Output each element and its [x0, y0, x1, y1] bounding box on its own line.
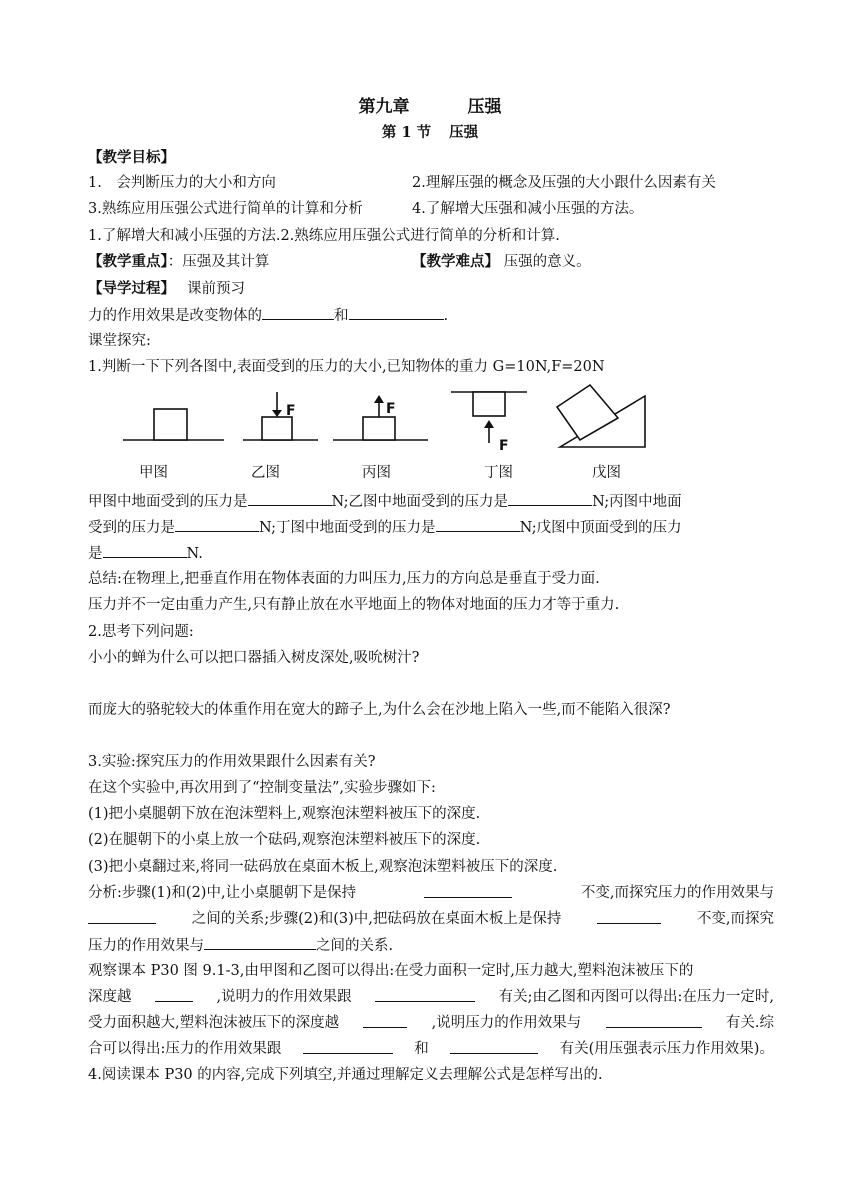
q1-text: 受到的压力是 [88, 520, 175, 536]
blank-input[interactable] [175, 517, 259, 532]
figure-yi [243, 392, 318, 440]
process-line [88, 279, 245, 299]
pressure-figures [0, 380, 860, 490]
q3-text: 之间的关系. [316, 938, 394, 954]
objective-3: 3.熟练应用压强公式进行简单的计算和分析 [88, 201, 363, 217]
section-title [0, 121, 860, 142]
q3-step-1: (1)把小桌腿朝下放在泡沫塑料上,观察泡沫塑料被压下的深度. [88, 806, 481, 822]
q3-text: 受力面积越大,塑料泡沫被压下的深度越 [88, 1015, 340, 1031]
q1-summary-1: 总结:在物理上,把垂直作用在物体表面的力叫压力,压力的方向总是垂直于受力面. [88, 571, 600, 587]
force-label-ding: F [499, 438, 509, 454]
q2-question-b: 而庞大的骆驼较大的体重作用在宽大的蹄子上,为什么会在沙地上陷入一些,而不能陷入很深? [88, 702, 671, 718]
q3-text: 之间的关系;步骤(2)和(3)中,把砝码放在桌面木板上是保持 [191, 911, 562, 927]
figure-label-ding: 丁图 [484, 465, 513, 481]
q3-text: 有关.综 [725, 1015, 774, 1031]
figure-wu [557, 385, 645, 447]
q3-text: 深度越 [88, 989, 132, 1005]
blank-input[interactable] [424, 883, 512, 898]
q3-text: 分析:步骤(1)和(2)中,让小桌腿朝下是保持 [88, 885, 357, 901]
objectives-summary: 1.了解增大和减小压强的方法.2.熟练应用压强公式进行简单的分析和计算. [88, 228, 560, 244]
key-points-label: 【教学重点】 [88, 253, 168, 270]
difficulty-line [412, 252, 591, 272]
blank-input[interactable] [606, 1013, 702, 1028]
preview-text-c: . [443, 308, 449, 324]
section-name: 压强 [449, 124, 479, 141]
q3-text: 合可以得出:压力的作用效果跟 [88, 1041, 282, 1057]
chapter-name: 压强 [467, 97, 502, 117]
figure-label-wu: 戊图 [592, 465, 621, 481]
objective-2: 2.理解压强的概念及压强的大小跟什么因素有关 [412, 175, 716, 191]
objectives-label: 【教学目标】 [88, 149, 175, 166]
chapter-number: 第九章 [358, 97, 410, 117]
q1-answer-line-1 [88, 491, 682, 512]
figure-jia [123, 409, 224, 440]
figure-label-yi: 乙图 [251, 465, 280, 481]
q3-text: 和 [414, 1041, 429, 1057]
section-number: 第 1 节 [381, 124, 432, 141]
q3-step-3: (3)把小桌翻过来,将同一砝码放在桌面木板上,观察泡沫塑料被压下的深度. [88, 859, 558, 875]
chapter-title [0, 92, 860, 117]
q3-observe-line-4 [88, 1039, 774, 1059]
q3-title: 3.实验:探究压力的作用效果跟什么因素有关? [88, 754, 376, 770]
objective-4: 4.了解增大压强和减小压强的方法。 [412, 201, 644, 217]
preview-text-a: 力的作用效果是改变物体的 [88, 308, 262, 324]
blank-input[interactable] [349, 305, 444, 320]
question-1-prompt: 1.判断一下下列各图中,表面受到的压力的大小,已知物体的重力 G=10N,F=20N [88, 359, 605, 375]
difficulty-value: 压强的意义。 [499, 254, 591, 270]
q1-answer-line-3 [88, 543, 203, 564]
blank-input[interactable] [262, 305, 334, 320]
blank-input[interactable] [450, 1039, 538, 1054]
blank-input[interactable] [248, 491, 332, 506]
q1-text: 是 [88, 546, 103, 562]
q3-text: ,说明力的作用效果跟 [216, 989, 352, 1005]
figure-bing [333, 395, 428, 440]
q2-question-a: 小小的蝉为什么可以把口器插入树皮深处,吸吮树汁? [88, 650, 420, 666]
q3-analysis-line-3 [88, 935, 393, 956]
figure-label-jia: 甲图 [139, 465, 168, 481]
preview-question [88, 305, 448, 326]
blank-input[interactable] [508, 491, 592, 506]
difficulty-label: 【教学难点】 [412, 253, 499, 270]
q3-text: 不变,而探究压力的作用效果与 [580, 885, 774, 901]
q1-text: N;丁图中地面受到的压力是 [259, 520, 436, 536]
blank-input[interactable] [88, 909, 156, 924]
blank-input[interactable] [303, 1039, 393, 1054]
q3-analysis-line-2 [88, 909, 774, 929]
q1-answer-line-2 [88, 517, 682, 538]
objective-1: 1. 会判断压力的大小和方向 [88, 175, 276, 191]
blank-input[interactable] [597, 909, 661, 924]
figure-label-bing: 丙图 [362, 465, 391, 481]
q3-observe-line-2 [88, 987, 774, 1007]
q3-observe-line-1: 观察课本 P30 图 9.1-3,由甲图和乙图可以得出:在受力面积一定时,压力越大,塑料泡沫被压下的 [88, 963, 694, 979]
blank-input[interactable] [103, 543, 187, 558]
key-points-line [88, 252, 269, 272]
class-explore-heading: 课堂探究: [88, 333, 151, 349]
q1-summary-2: 压力并不一定由重力产生,只有静止放在水平地面上的物体对地面的压力才等于重力. [88, 597, 620, 613]
q2-title: 2.思考下列问题: [88, 624, 194, 640]
blank-input[interactable] [204, 935, 316, 950]
q3-text: ,说明压力的作用效果与 [431, 1015, 582, 1031]
force-label-bing: F [386, 401, 396, 417]
q4-prompt: 4.阅读课本 P30 的内容,完成下列填空,并通过理解定义去理解公式是怎样写出的. [88, 1067, 603, 1083]
q3-intro: 在这个实验中,再次用到了“控制变量法”,实验步骤如下: [88, 780, 436, 796]
q3-analysis-line-1 [88, 883, 774, 903]
q1-text: N;乙图中地面受到的压力是 [331, 494, 509, 510]
q1-text: 甲图中地面受到的压力是 [88, 494, 248, 510]
q3-text: 有关;由乙图和丙图可以得出:在压力一定时, [498, 989, 774, 1005]
force-label-yi: F [286, 403, 296, 419]
q1-text: N. [186, 546, 203, 562]
blank-input[interactable] [155, 987, 193, 1002]
figure-ding [451, 392, 527, 443]
blank-input[interactable] [436, 517, 520, 532]
q3-text: 有关(用压强表示压力作用效果)。 [559, 1041, 774, 1057]
q3-step-2: (2)在腿朝下的小桌上放一个砝码,观察泡沫塑料被压下的深度. [88, 832, 481, 848]
preview-text-b: 和 [334, 308, 349, 324]
q3-observe-line-3 [88, 1013, 774, 1033]
key-points-value: ：压强及其计算 [167, 254, 270, 270]
process-label: 【导学过程】 [88, 280, 175, 297]
blank-input[interactable] [363, 1013, 407, 1028]
q1-text: N;丙图中地面 [592, 494, 682, 510]
q3-text: 不变,而探究 [696, 911, 774, 927]
q3-text: 压力的作用效果与 [88, 938, 204, 954]
q1-text: N;戊图中顶面受到的压力 [519, 520, 682, 536]
process-value: 课前预习 [187, 281, 245, 297]
blank-input[interactable] [375, 987, 475, 1002]
